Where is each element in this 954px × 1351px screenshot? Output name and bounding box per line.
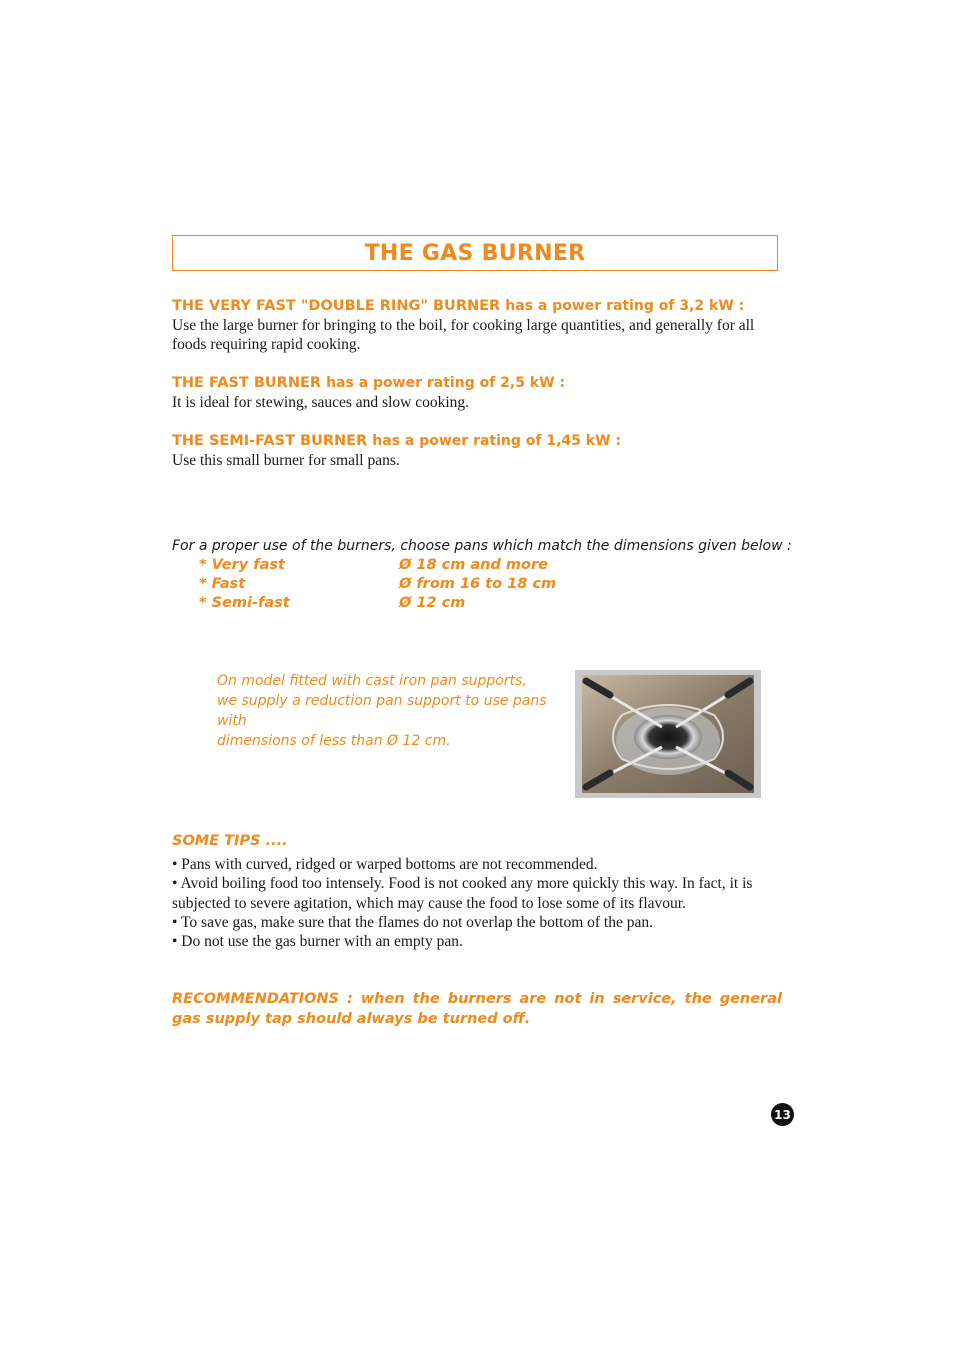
pan-size-label: * Fast (199, 576, 246, 592)
burner-name: THE VERY FAST "DOUBLE RING" BURNER (172, 298, 501, 314)
burner-heading (172, 431, 782, 451)
title-box (172, 235, 778, 271)
burner-description: It is ideal for stewing, sauces and slow cooking. (172, 394, 470, 411)
burner-description: Use this small burner for small pans. (172, 452, 400, 469)
burner-rating: has a power rating of 2,5 kW : (326, 375, 566, 391)
pan-size-value: Ø 18 cm and more (399, 557, 548, 573)
pan-intro: For a proper use of the burners, choose pans which match the dimensions given below : (172, 538, 792, 554)
burner-description: Use the large burner for bringing to the boil, for cooking large quantities, and generally for all foods requiring rapid cooking. (172, 317, 755, 353)
pan-support-photo (575, 670, 761, 798)
note-line: we supply a reduction pan support to use pans with (217, 693, 547, 729)
support-note (217, 671, 567, 751)
burner-image (582, 675, 754, 793)
tips-list (172, 855, 784, 951)
burner-semi-fast (172, 431, 782, 470)
tip-item: • Avoid boiling food too intensely. Food is not cooked any more quickly this way. In fact, it is subjected to severe agitation, which may cause the food to lose some of its flavour. (172, 875, 753, 912)
burner-rating: has a power rating of 1,45 kW : (372, 433, 621, 449)
burner-name: THE SEMI-FAST BURNER (172, 433, 368, 449)
note-line: On model fitted with cast iron pan supports, (217, 673, 527, 689)
pan-size-label: * Semi-fast (199, 595, 290, 611)
burner-heading (172, 296, 782, 316)
burner-name: THE FAST BURNER (172, 375, 322, 391)
page-title: THE GAS BURNER (364, 240, 586, 266)
note-line: dimensions of less than Ø 12 cm. (217, 733, 451, 749)
pan-size-label: * Very fast (199, 557, 285, 573)
tips-heading: SOME TIPS .... (172, 833, 288, 849)
tip-item: • Do not use the gas burner with an empty pan. (172, 933, 463, 951)
tip-item: • Pans with curved, ridged or warped bottoms are not recommended. (172, 856, 598, 873)
burner-very-fast (172, 296, 782, 354)
recommendation: RECOMMENDATIONS : when the burners are not in service, the general gas supply tap should always be turned off. (172, 991, 782, 1027)
tip-item: • To save gas, make sure that the flames do not overlap the bottom of the pan. (172, 913, 653, 931)
pan-size-value: Ø from 16 to 18 cm (399, 576, 557, 592)
pan-size-value: Ø 12 cm (399, 595, 466, 611)
page-number: 13 (771, 1103, 794, 1126)
burner-heading (172, 373, 782, 393)
burner-rating: has a power rating of 3,2 kW : (505, 298, 745, 314)
burner-fast (172, 373, 782, 412)
